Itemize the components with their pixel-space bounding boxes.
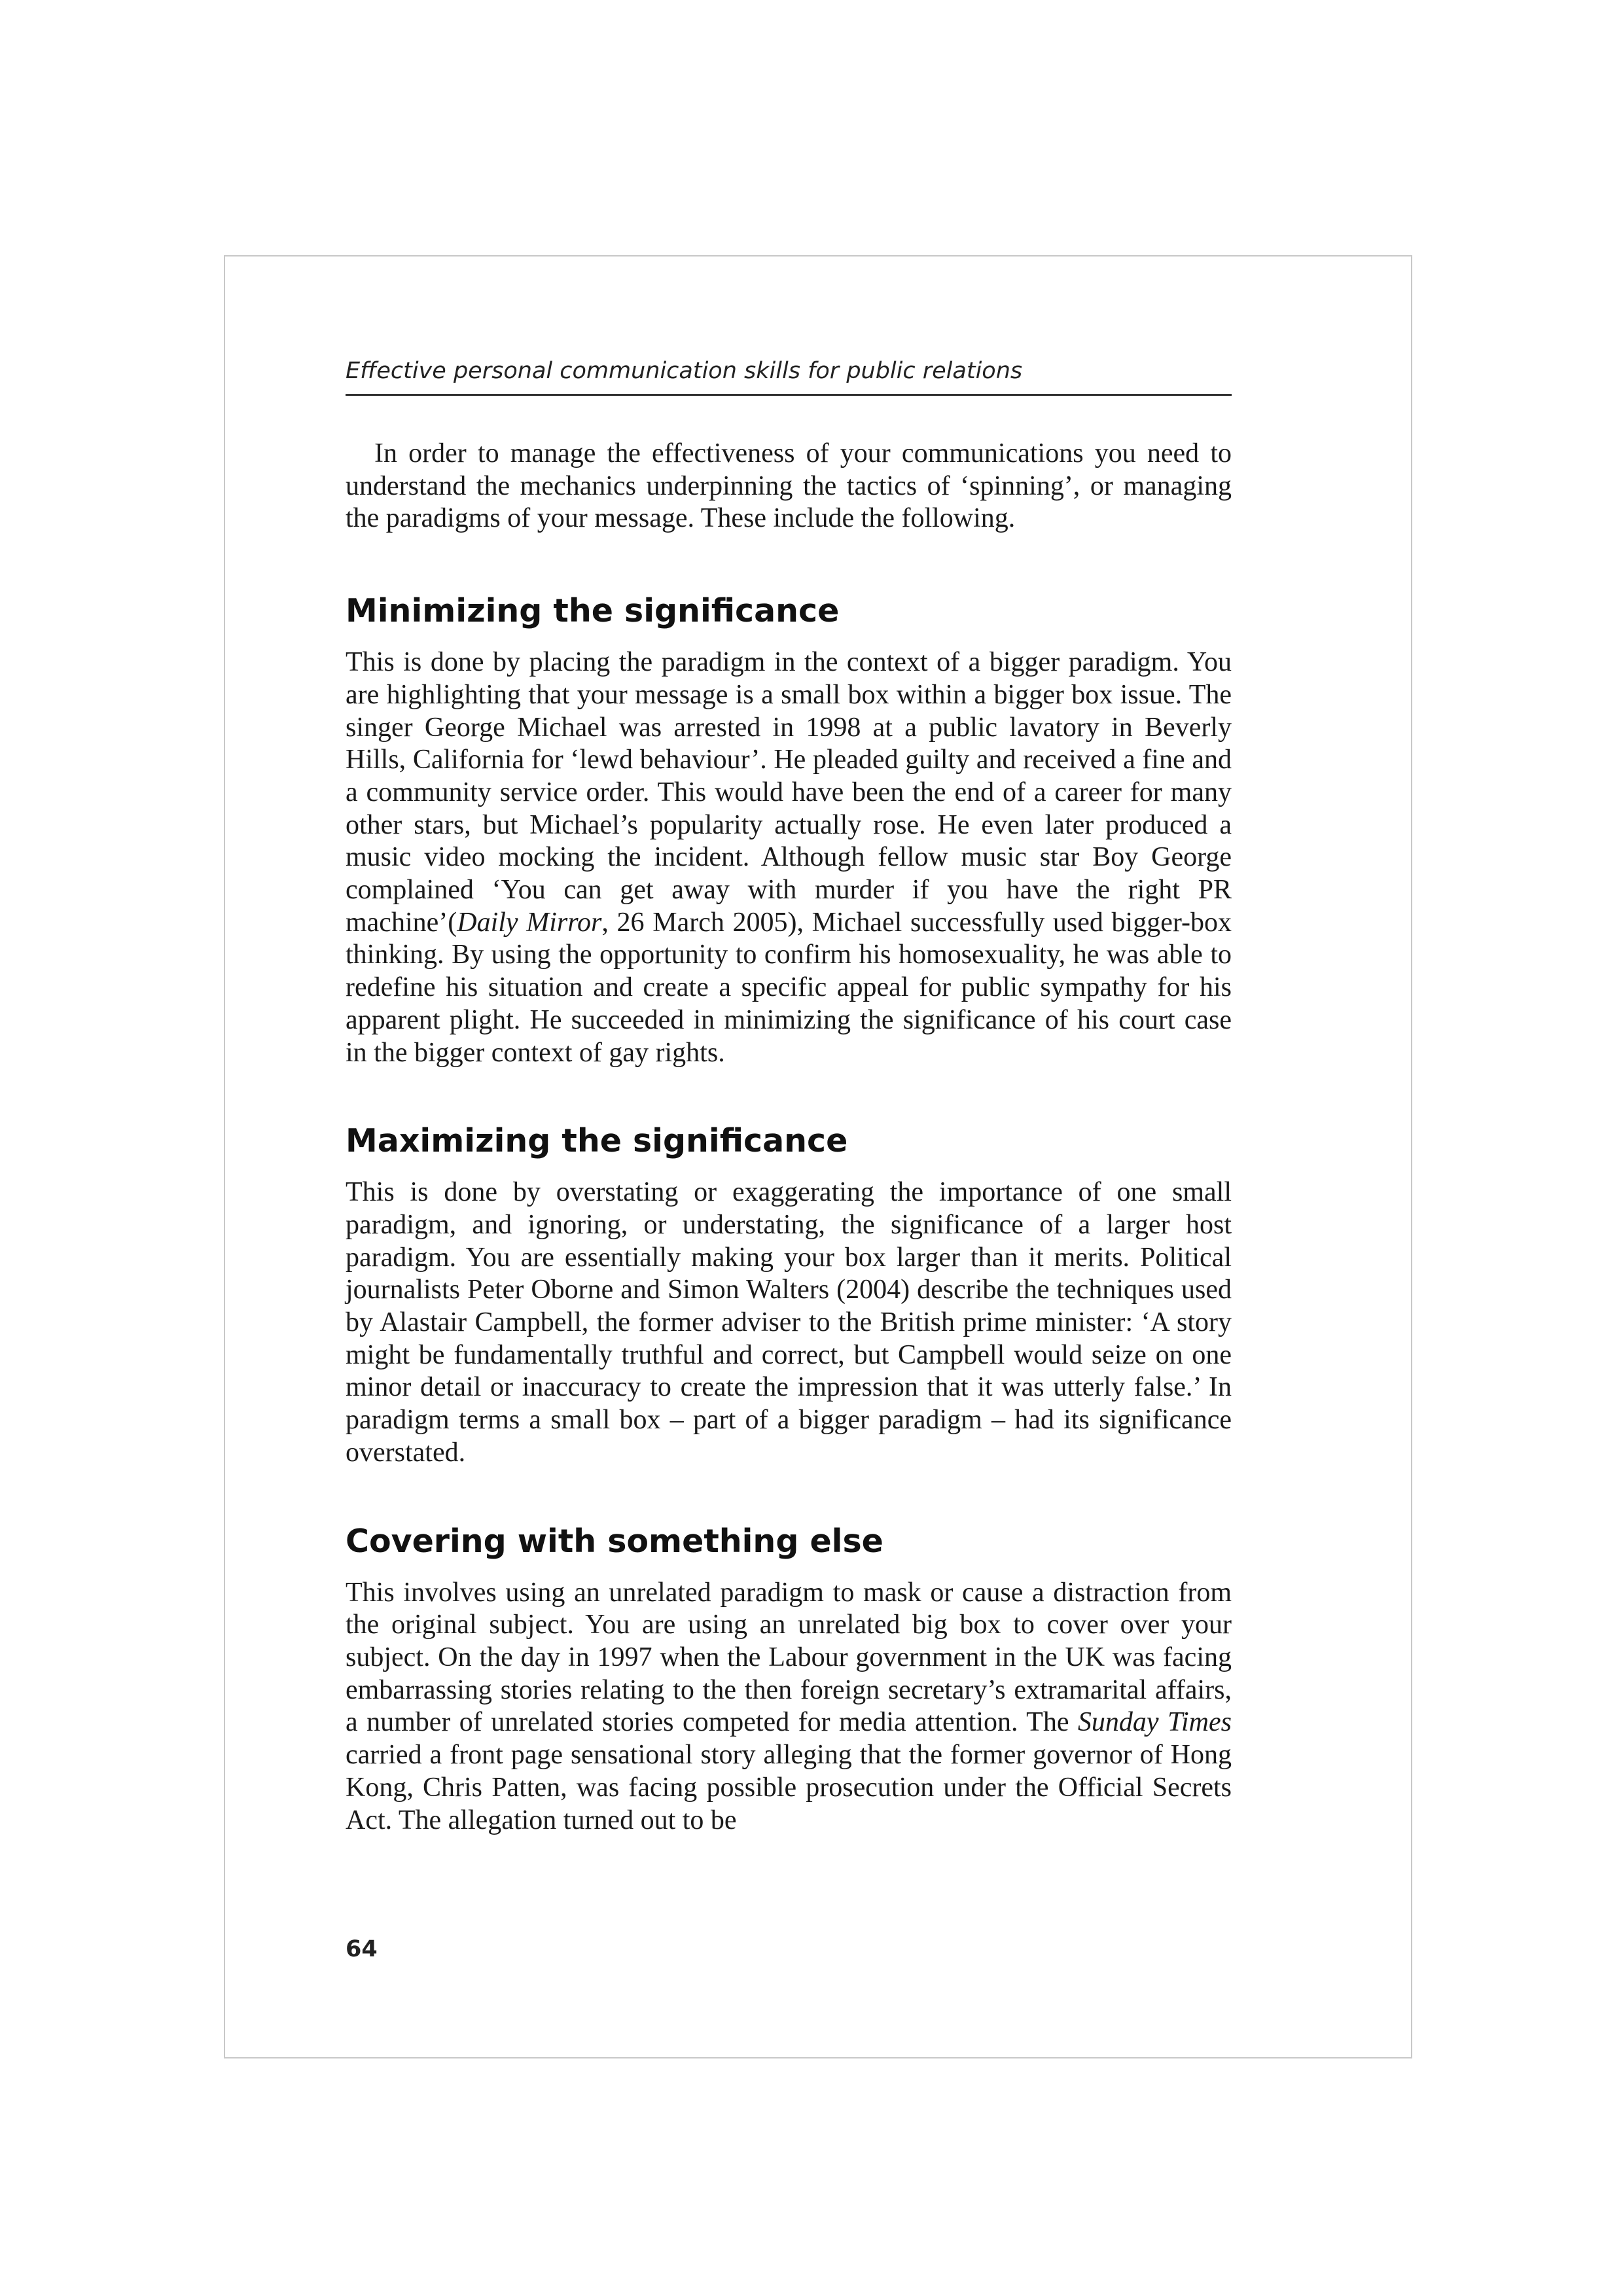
section-paragraph-maximizing: This is done by overstating or exaggerating the importance of one small paradigm, and ignoring, or understating, the significance of a larger host paradigm. You are essentially making your box larger than it merits. Political journalists Peter Oborne and Simon Walters (2004) describe the techniques used by Alastair Campbell, the former adviser to the British prime minister: ‘A story might be fundamentally truthful and correct, but Campbell would seize on one minor detail or inaccuracy to create the impression that it was utterly false.’ In paradigm terms a small box – part of a bigger paradigm – had its significance overstated. [346,1177,1232,1468]
paragraph-text: , 26 March 2005), Michael successfully used bigger-box thinking. By using the opportunity to confirm his homosexuality, he was able to redefine his situation and create a specific appeal for public sympathy for his apparent plight. He succeeded in minimizing the significance of his court case in the bigger context of gay rights. [346,907,1232,1068]
intro-paragraph: In order to manage the effectiveness of your communications you need to understand the mechanics underpinning the tactics of ‘spinning’, or managing the paradigms of your message. These include the following. [346,438,1232,534]
section-heading-maximizing: Maximizing the significance [346,1122,848,1160]
section-heading-covering: Covering with something else [346,1522,883,1560]
publication-title: Sunday Times [1077,1707,1232,1738]
section-paragraph-covering [346,1577,1232,1837]
paragraph-text: carried a front page sensational story alleging that the former governor of Hong Kong, Chris Patten, was facing possible prosecution under the Official Secrets Act. The allegation turned out to be [346,1740,1232,1835]
page-number: 64 [346,1936,378,1962]
paragraph-text: This involves using an unrelated paradigm to mask or cause a distraction from the original subject. You are using an unrelated big box to cover over your subject. On the day in 1997 when the Labour government in the UK was facing embarrassing stories relating to the then foreign secretary’s extramarital affairs, a number of unrelated stories competed for media attention. The [346,1577,1232,1738]
publication-title: Daily Mirror [457,907,602,938]
paragraph-text: This is done by placing the paradigm in the context of a bigger paradigm. You are highlighting that your message is a small box within a bigger box issue. The singer George Michael was arrested in 1998 at a public lavatory in Beverly Hills, California for ‘lewd behaviour’. He pleaded guilty and received a fine and a community service order. This would have been the end of a career for many other stars, but Michael’s popularity actually rose. He even later produced a music video mocking the incident. Although fellow music star Boy George complained ‘You can get away with murder if you have the right PR machine’( [346,647,1232,938]
page-content [346,352,1232,1837]
section-paragraph-minimizing [346,646,1232,1069]
section-heading-minimizing: Minimizing the significance [346,592,840,630]
running-head: Effective personal communication skills for public relations [346,352,1232,396]
